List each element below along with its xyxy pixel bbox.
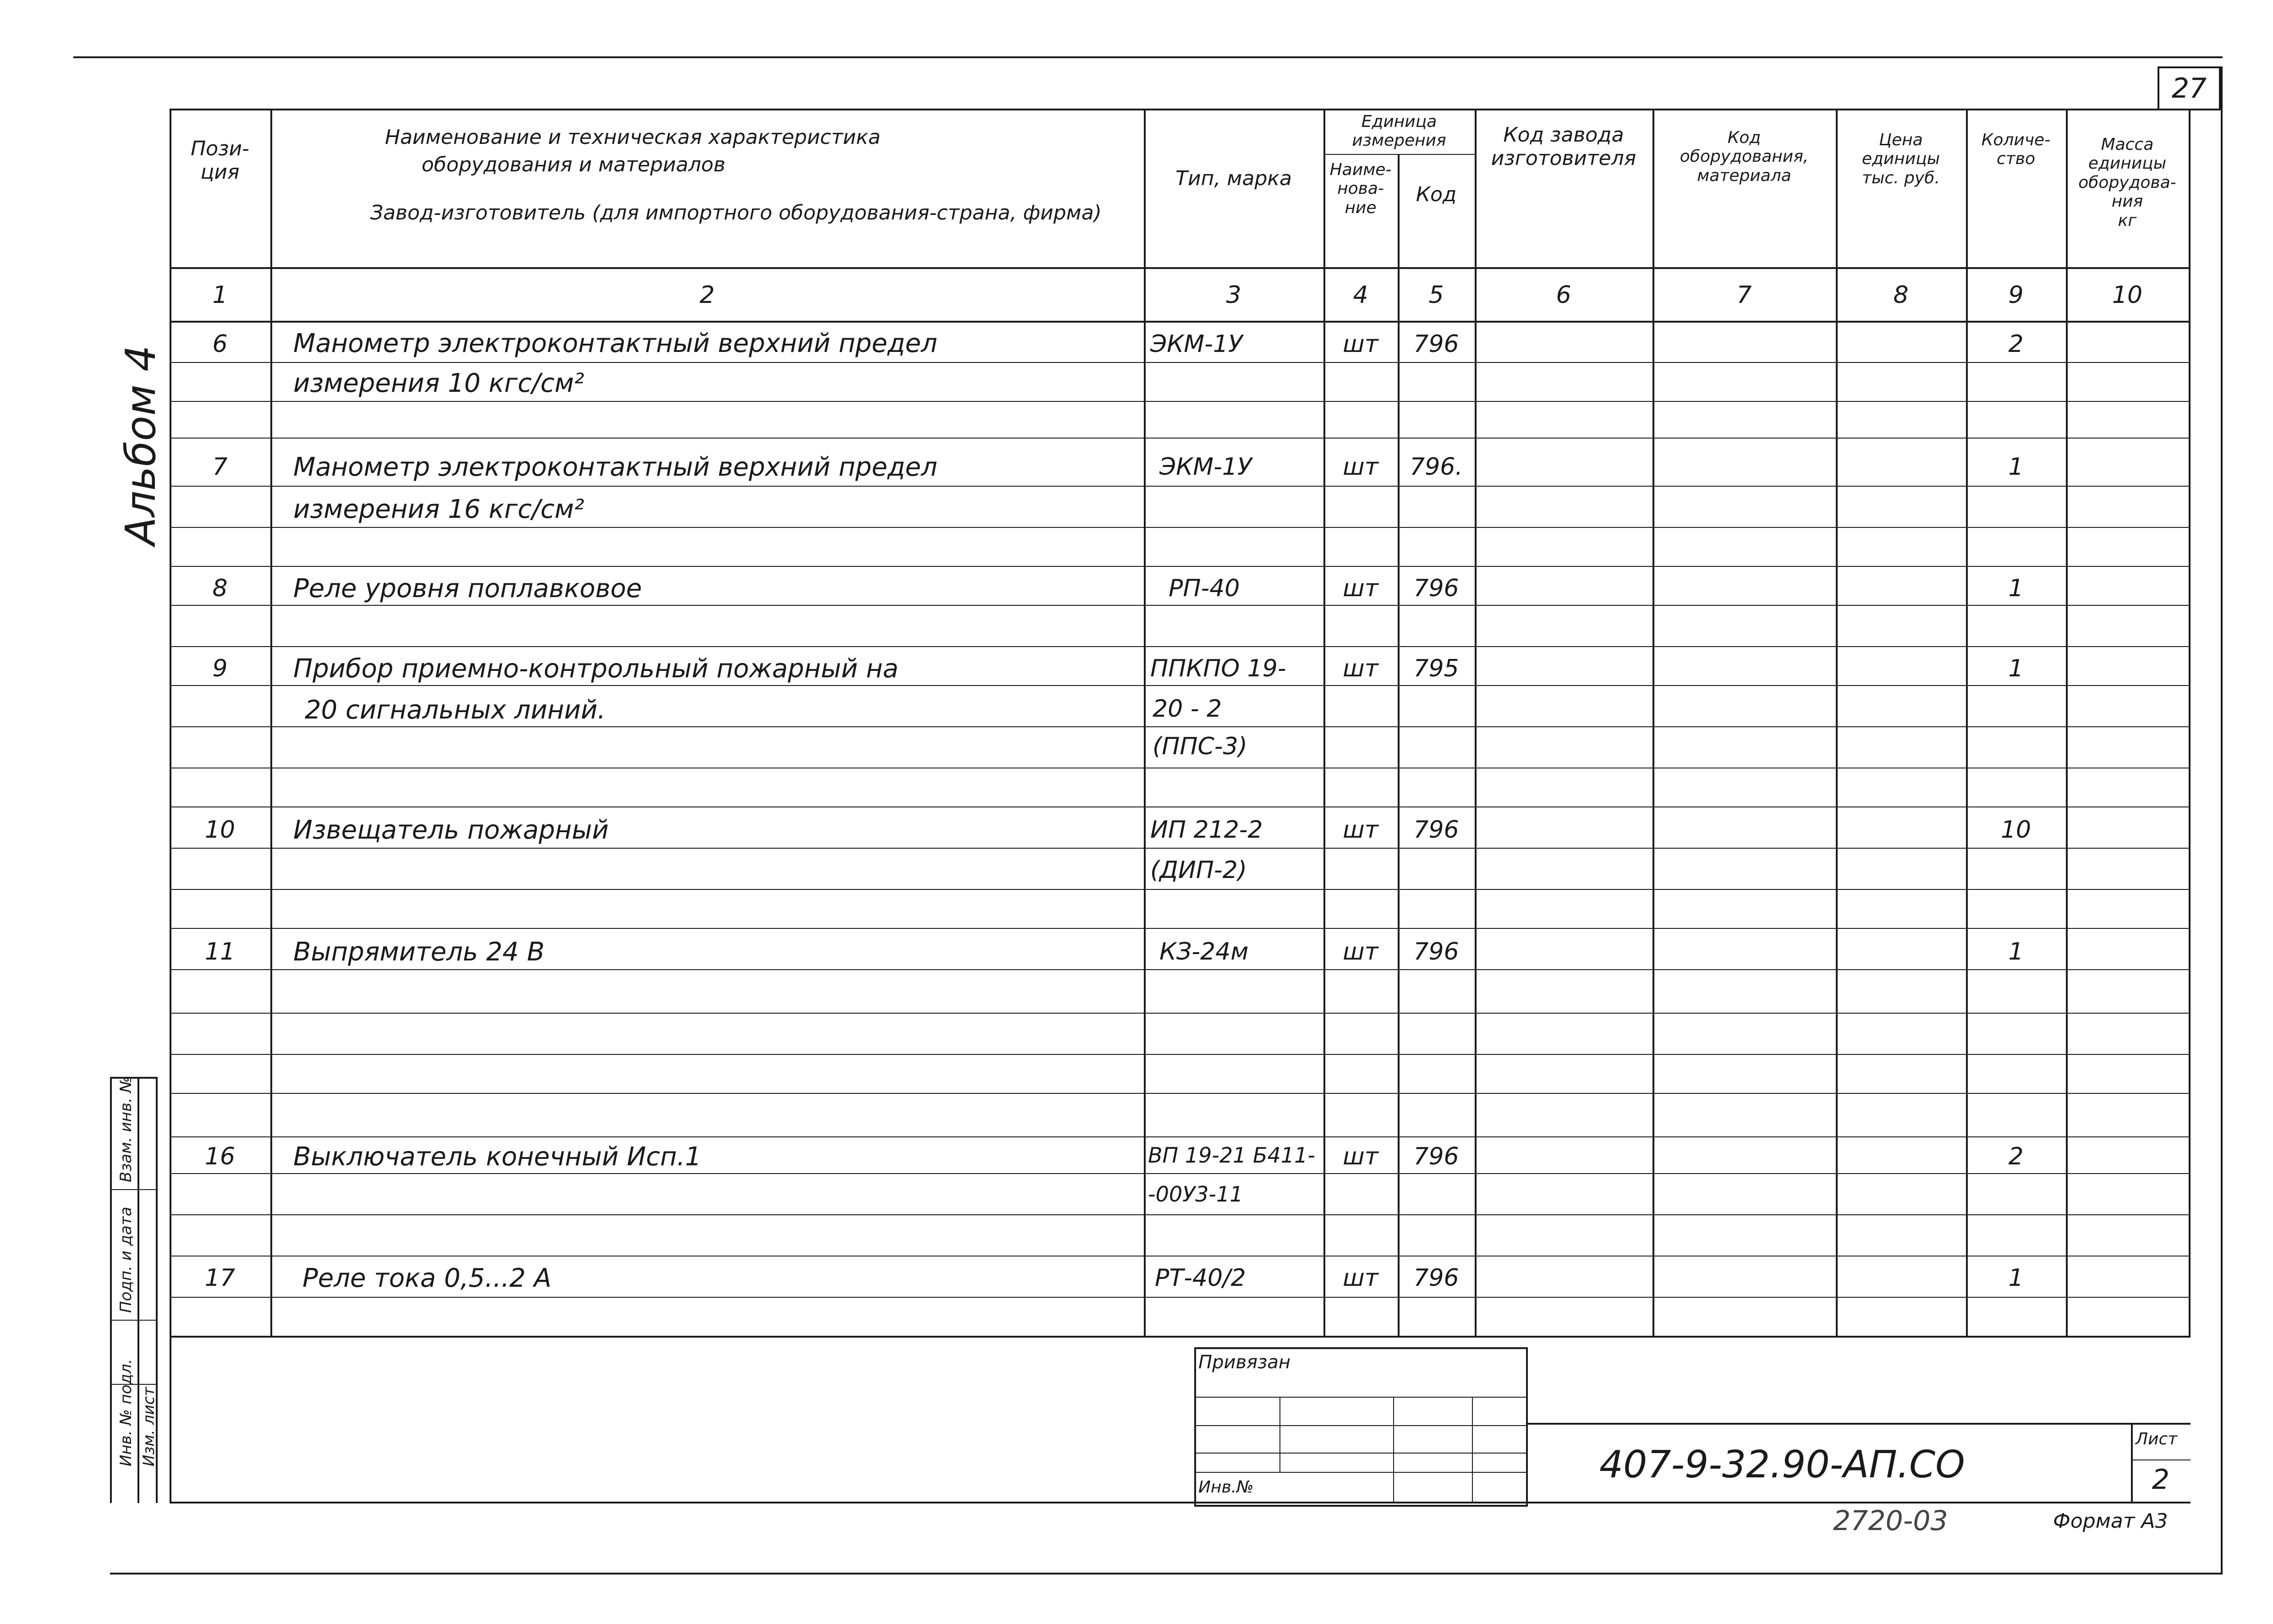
- binding-stamp-line: [1194, 1453, 1526, 1454]
- table-row-line: [170, 646, 2191, 647]
- row-code: 796: [1413, 1143, 1459, 1170]
- colnum-3: 3: [1226, 281, 1241, 309]
- table-row-line: [170, 1136, 2191, 1137]
- stamp-strip-line: [110, 1320, 158, 1321]
- row-quantity: 1: [2008, 575, 2024, 602]
- table-row-line: [170, 486, 2191, 487]
- row-unit: шт: [1343, 1143, 1378, 1170]
- row-type: КЗ-24м: [1159, 938, 1249, 966]
- colnum-6: 6: [1556, 281, 1571, 309]
- row-type-line2: -00У3-11: [1148, 1182, 1243, 1207]
- row-type-line1: ППКПО 19-: [1150, 655, 1286, 682]
- stamp-strip-line: [110, 1077, 112, 1503]
- row-name-line1: Прибор приемно-контрольный пожарный на: [293, 654, 899, 684]
- colnum-10: 10: [2112, 281, 2143, 309]
- table-top-line: [170, 109, 2191, 110]
- row-position: 17: [204, 1264, 236, 1292]
- header-bottom-line: [170, 267, 2191, 269]
- binding-stamp-line: [1472, 1397, 1473, 1503]
- sheet-label: Лист: [2136, 1430, 2178, 1448]
- row-quantity: 2: [2008, 330, 2024, 358]
- row-type-line2: 20 - 2: [1153, 695, 1222, 723]
- sheet-value: 2: [2152, 1464, 2170, 1496]
- row-position: 10: [204, 816, 236, 844]
- title-block-line: [170, 1502, 2191, 1503]
- header-factory-code: Код завода изготовителя: [1491, 123, 1636, 170]
- row-type: РП-40: [1169, 575, 1240, 602]
- binding-stamp-line: [1393, 1397, 1394, 1503]
- col-left-line: [170, 109, 171, 1502]
- format-label: Формат А3: [2053, 1509, 2168, 1533]
- table-row-line: [170, 1214, 2191, 1215]
- header-unit: Единица измерения: [1352, 112, 1446, 150]
- row-name-line1: Манометр электроконтактный верхний предел: [293, 329, 938, 358]
- row-name-line1: Выключатель конечный Исп.1: [293, 1142, 702, 1172]
- table-row-line: [170, 1297, 2191, 1298]
- table-row-line: [170, 1173, 2191, 1174]
- bottom-border-line: [110, 1573, 2223, 1575]
- table-row-line: [170, 438, 2191, 439]
- document-code: 407-9-32.90-АП.СО: [1599, 1443, 1965, 1487]
- row-quantity: 1: [2008, 1264, 2024, 1292]
- row-position: 11: [204, 938, 236, 966]
- colnum-1: 1: [212, 281, 228, 309]
- row-position: 16: [204, 1143, 236, 1170]
- row-code: 795: [1413, 655, 1459, 682]
- row-type-line3: (ППС-3): [1153, 733, 1247, 760]
- row-type-line1: ИП 212-2: [1150, 816, 1263, 844]
- header-equipment-code: Код оборудования, материала: [1680, 128, 1809, 185]
- binding-stamp-line: [1194, 1472, 1526, 1473]
- header-name-line2: оборудования и материалов: [422, 153, 725, 176]
- header-price: Цена единицы тыс. руб.: [1861, 131, 1940, 187]
- header-position: Пози- ция: [191, 137, 249, 184]
- row-position: 6: [212, 330, 228, 358]
- col-right-line: [2189, 109, 2191, 1336]
- row-unit: шт: [1343, 938, 1378, 966]
- colnum-4: 4: [1353, 281, 1368, 309]
- row-position: 8: [212, 575, 228, 602]
- column-number-line: [170, 321, 2191, 323]
- row-name-line1: Выпрямитель 24 В: [293, 937, 545, 967]
- table-row-line: [170, 726, 2191, 727]
- sheet-number: 27: [2158, 66, 2221, 110]
- row-unit: шт: [1343, 1264, 1378, 1292]
- row-name-line1: Реле тока 0,5...2 А: [302, 1263, 552, 1293]
- row-name-line1: Реле уровня поплавковое: [293, 574, 642, 604]
- row-code: 796: [1413, 938, 1459, 966]
- colnum-7: 7: [1736, 281, 1752, 309]
- table-row-line: [170, 969, 2191, 970]
- row-code: 796: [1413, 575, 1459, 602]
- title-block-line: [1526, 1423, 2191, 1425]
- right-border-line: [2221, 66, 2223, 1574]
- stamp-original-inv: Инв. № подл.: [117, 1359, 135, 1466]
- row-unit: шт: [1343, 453, 1378, 481]
- header-quantity: Количе- ство: [1981, 131, 2051, 169]
- row-unit: шт: [1343, 816, 1378, 844]
- stamp-replacement-inv: Взам. инв. №: [117, 1076, 135, 1182]
- stamp-strip-line: [137, 1077, 139, 1503]
- row-quantity: 1: [2008, 655, 2024, 682]
- header-name-line1: Наименование и техническая характеристика: [385, 126, 881, 149]
- table-bottom-line: [170, 1336, 2191, 1338]
- header-mass: Масса единицы оборудова- ния кг: [2078, 135, 2176, 230]
- row-quantity: 2: [2008, 1143, 2024, 1170]
- row-unit: шт: [1343, 655, 1378, 682]
- album-label: Альбом 4: [117, 345, 165, 545]
- table-row-line: [170, 401, 2191, 402]
- row-code: 796.: [1410, 453, 1463, 481]
- row-code: 796: [1413, 330, 1459, 358]
- table-row-line: [170, 527, 2191, 528]
- row-type-line1: ВП 19-21 Б411-: [1148, 1143, 1316, 1168]
- binding-stamp-line: [1194, 1397, 1526, 1398]
- row-code: 796: [1413, 816, 1459, 844]
- table-row-line: [170, 1093, 2191, 1094]
- table-row-line: [170, 685, 2191, 686]
- stamp-strip-line: [110, 1189, 158, 1190]
- row-type: ЭКМ-1У: [1159, 453, 1252, 481]
- table-row-line: [170, 848, 2191, 849]
- row-quantity: 1: [2008, 453, 2024, 481]
- binding-stamp-line: [1194, 1425, 1526, 1426]
- sheet-box-line: [2131, 1459, 2191, 1460]
- row-position: 9: [212, 655, 228, 682]
- order-number: 2720-03: [1833, 1505, 1948, 1537]
- row-unit: шт: [1343, 575, 1378, 602]
- table-row-line: [170, 889, 2191, 890]
- stamp-signature-date: Подп. и дата: [117, 1207, 135, 1313]
- table-row-line: [170, 362, 2191, 363]
- row-name-line2: измерения 10 кгс/см²: [293, 368, 584, 398]
- row-unit: шт: [1343, 330, 1378, 358]
- binding-label: Привязан: [1198, 1352, 1291, 1373]
- row-name-line2: измерения 16 кгс/см²: [293, 494, 584, 524]
- table-row-line: [170, 928, 2191, 929]
- header-unit-name: Наиме- нова- ние: [1329, 160, 1392, 217]
- row-type-line2: (ДИП-2): [1150, 856, 1247, 884]
- row-type: РТ-40/2: [1155, 1264, 1246, 1292]
- colnum-2: 2: [699, 281, 715, 309]
- row-type: ЭКМ-1У: [1150, 330, 1243, 358]
- row-position: 7: [212, 453, 228, 481]
- header-name-line3: Завод-изготовитель (для импортного оборудования-страна, фирма): [370, 201, 1102, 225]
- header-unit-code: Код: [1416, 183, 1457, 206]
- header-type: Тип, марка: [1175, 167, 1292, 190]
- table-row-line: [170, 1054, 2191, 1055]
- inventory-label: Инв.№: [1198, 1478, 1254, 1497]
- row-code: 796: [1413, 1264, 1459, 1292]
- table-row-line: [170, 605, 2191, 606]
- row-quantity: 1: [2008, 938, 2024, 966]
- row-quantity: 10: [2000, 816, 2031, 844]
- row-name-line1: Извещатель пожарный: [293, 815, 609, 845]
- colnum-5: 5: [1428, 281, 1444, 309]
- colnum-9: 9: [2008, 281, 2024, 309]
- stamp-change-sheet: Изм. лист: [140, 1387, 158, 1466]
- top-border-line: [73, 56, 2223, 58]
- row-name-line1: Манометр электроконтактный верхний предел: [293, 452, 938, 482]
- table-row-line: [170, 1013, 2191, 1014]
- table-row-line: [170, 566, 2191, 567]
- binding-stamp-line: [1279, 1397, 1280, 1472]
- colnum-8: 8: [1893, 281, 1909, 309]
- row-name-line2: 20 сигнальных линий.: [305, 695, 606, 725]
